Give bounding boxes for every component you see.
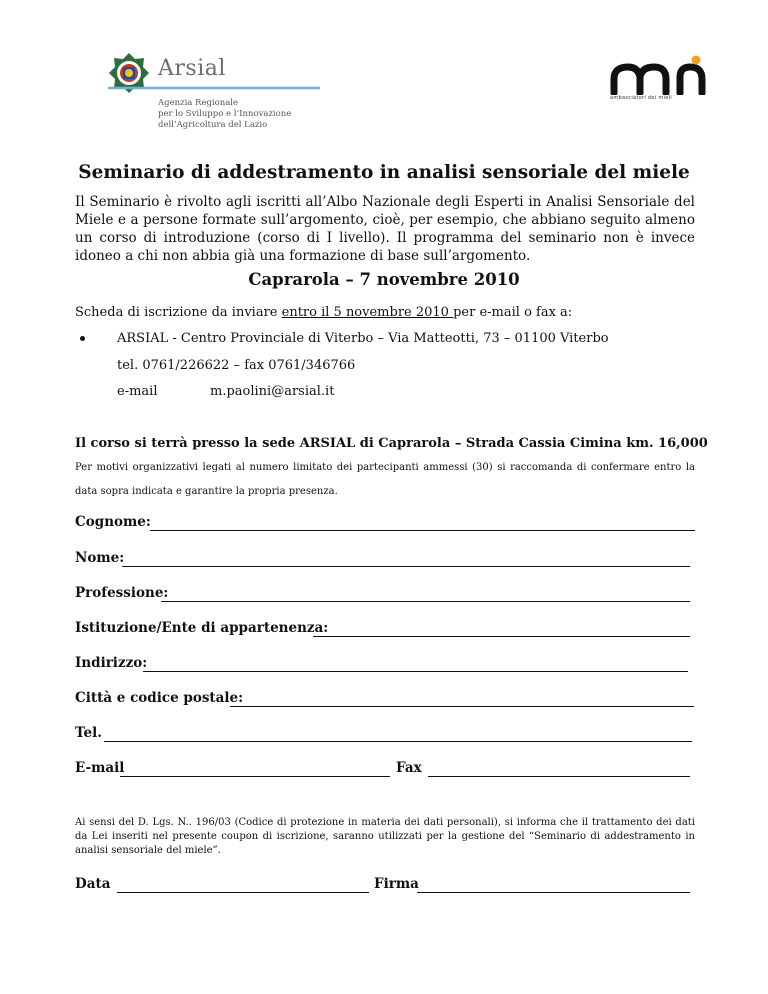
indirizzo-label: Indirizzo: <box>75 655 148 671</box>
fax-label: Fax <box>396 760 422 776</box>
email-field[interactable] <box>120 776 390 777</box>
registration-instructions <box>75 305 572 320</box>
notice: Per motivi organizzativi legati al numero limitato dei partecipanti ammessi (30) si raccomanda di confermare entro la data sopra indicata e garantire la propria presenza. <box>75 462 695 497</box>
indirizzo-field[interactable] <box>143 671 688 672</box>
privacy-notice: Ai sensi del D. Lgs. N.. 196/03 (Codice di protezione in materia dei dati personali), si informa che il trattamento dei dati da Lei inseriti nel presente coupon di iscrizione, saranno utilizzati per la gestione del “Seminario di addestramento in analisi sensoriale del miele”. <box>75 817 695 856</box>
professione-label: Professione: <box>75 585 169 601</box>
arsial-name: Arsial <box>158 56 226 81</box>
arsial-rule <box>108 86 320 90</box>
nome-label: Nome: <box>75 550 125 566</box>
contact-address: ARSIAL - Centro Provinciale di Viterbo – Via Matteotti, 73 – 01100 Viterbo <box>117 331 609 346</box>
firma-field[interactable] <box>417 892 690 893</box>
arsial-logo <box>108 50 323 135</box>
istituzione-label: Istituzione/Ente di appartenenza: <box>75 620 329 636</box>
data-field[interactable] <box>117 892 369 893</box>
cognome-field[interactable] <box>150 530 695 531</box>
contact-email-label: e-mail <box>117 384 158 399</box>
deadline: entro il 5 novembre 2010 <box>281 305 454 320</box>
nome-field[interactable] <box>122 566 690 567</box>
miele-logo-icon <box>610 55 710 95</box>
intro-paragraph: Il Seminario è rivolto agli iscritti all’Albo Nazionale degli Esperti in Analisi Sensoriale del Miele e a persone formate sull’argomento, cioè, per esempio, che abbiano seguito almeno un corso di introduzione (corso di I livello). Il programma del seminario non è invece idoneo a chi non abbia già una formazione di base sull’argomento. <box>75 194 695 264</box>
venue: Il corso si terrà presso la sede ARSIAL di Caprarola – Strada Cassia Cimina km. 16,000 <box>75 436 708 451</box>
miele-tagline: ambasciatori dei mieli <box>610 95 672 101</box>
bullet-icon <box>80 336 85 341</box>
page-title: Seminario di addestramento in analisi sensoriale del miele <box>78 162 690 183</box>
scheda-text: Scheda di iscrizione da inviare <box>75 305 282 320</box>
event-subtitle: Caprarola – 7 novembre 2010 <box>248 270 520 289</box>
firma-label: Firma <box>374 876 419 892</box>
citta-label: Città e codice postale: <box>75 690 244 706</box>
scheda-channels: per e-mail o fax a: <box>453 305 573 320</box>
professione-field[interactable] <box>161 601 690 602</box>
tel-label: Tel. <box>75 725 102 741</box>
istituzione-field[interactable] <box>313 636 690 637</box>
contact-email[interactable]: m.paolini@arsial.it <box>210 384 335 399</box>
email-label: E-mail <box>75 760 125 776</box>
data-label: Data <box>75 876 111 892</box>
arsial-subtitle: Agenzia Regionale per lo Sviluppo e l’Innovazione dell’Agricoltura del Lazio <box>158 98 292 130</box>
citta-field[interactable] <box>230 706 694 707</box>
fax-field[interactable] <box>428 776 690 777</box>
tel-field[interactable] <box>104 741 692 742</box>
contact-phones: tel. 0761/226622 – fax 0761/346766 <box>117 358 356 373</box>
cognome-label: Cognome: <box>75 514 151 530</box>
ambasciatori-mieli-logo <box>590 55 720 105</box>
